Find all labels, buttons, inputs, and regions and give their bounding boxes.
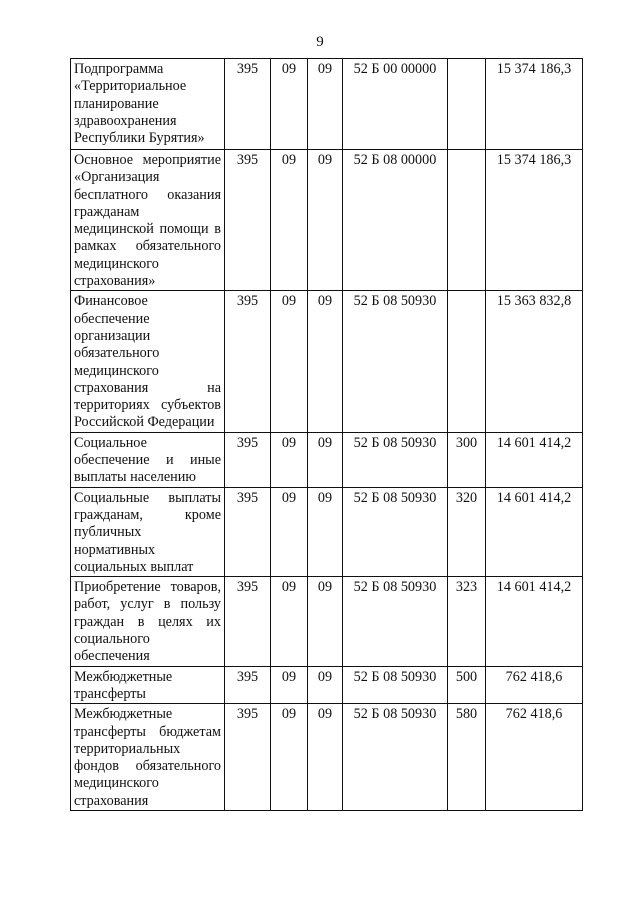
amount-cell: 14 601 414,2	[486, 487, 583, 576]
row-name-cell: Приобретение товаров, работ, услуг в пользу граждан в целях их социального обеспечения	[71, 577, 225, 666]
expense-type-cell: 580	[448, 704, 486, 811]
row-name-cell: Финансовое обеспечение организации обязательного медицинского страхования на территориях субъектов Российской Федерации	[71, 291, 225, 432]
expense-type-cell: 500	[448, 666, 486, 704]
section-code-cell: 09	[271, 291, 308, 432]
ministry-code-cell: 395	[225, 577, 271, 666]
subsection-code-cell: 09	[308, 432, 343, 487]
row-name-cell: Социальные выплаты гражданам, кроме публичных нормативных социальных выплат	[71, 487, 225, 576]
target-article-cell: 52 Б 08 50930	[343, 577, 448, 666]
amount-cell: 15 374 186,3	[486, 150, 583, 291]
subsection-code-cell: 09	[308, 291, 343, 432]
expense-type-cell	[448, 59, 486, 150]
expense-type-cell: 300	[448, 432, 486, 487]
table-row	[71, 577, 583, 666]
expense-type-cell: 320	[448, 487, 486, 576]
expense-type-cell	[448, 291, 486, 432]
subsection-code-cell: 09	[308, 487, 343, 576]
table-row	[71, 432, 583, 487]
row-name-cell: Межбюджетные трансферты бюджетам территориальных фондов обязательного медицинского страхования	[71, 704, 225, 811]
target-article-cell: 52 Б 08 50930	[343, 704, 448, 811]
ministry-code-cell: 395	[225, 704, 271, 811]
target-article-cell: 52 Б 08 50930	[343, 487, 448, 576]
section-code-cell: 09	[271, 704, 308, 811]
subsection-code-cell: 09	[308, 577, 343, 666]
budget-table	[70, 58, 583, 811]
page-number: 9	[316, 34, 324, 50]
section-code-cell: 09	[271, 59, 308, 150]
subsection-code-cell: 09	[308, 704, 343, 811]
table-row	[71, 704, 583, 811]
expense-type-cell	[448, 150, 486, 291]
ministry-code-cell: 395	[225, 150, 271, 291]
amount-cell: 15 374 186,3	[486, 59, 583, 150]
ministry-code-cell: 395	[225, 291, 271, 432]
target-article-cell: 52 Б 08 50930	[343, 666, 448, 704]
amount-cell: 14 601 414,2	[486, 432, 583, 487]
table-row	[71, 291, 583, 432]
table-row	[71, 59, 583, 150]
ministry-code-cell: 395	[225, 487, 271, 576]
row-name-cell: Подпрограмма «Территориальное планирование здравоохранения Республики Бурятия»	[71, 59, 225, 150]
subsection-code-cell: 09	[308, 150, 343, 291]
section-code-cell: 09	[271, 487, 308, 576]
amount-cell: 14 601 414,2	[486, 577, 583, 666]
expense-type-cell: 323	[448, 577, 486, 666]
target-article-cell: 52 Б 08 50930	[343, 432, 448, 487]
target-article-cell: 52 Б 00 00000	[343, 59, 448, 150]
ministry-code-cell: 395	[225, 59, 271, 150]
ministry-code-cell: 395	[225, 432, 271, 487]
target-article-cell: 52 Б 08 50930	[343, 291, 448, 432]
row-name-cell: Социальное обеспечение и иные выплаты населению	[71, 432, 225, 487]
amount-cell: 762 418,6	[486, 704, 583, 811]
section-code-cell: 09	[271, 666, 308, 704]
ministry-code-cell: 395	[225, 666, 271, 704]
table-row	[71, 666, 583, 704]
amount-cell: 762 418,6	[486, 666, 583, 704]
section-code-cell: 09	[271, 577, 308, 666]
subsection-code-cell: 09	[308, 666, 343, 704]
section-code-cell: 09	[271, 432, 308, 487]
table-row	[71, 150, 583, 291]
table-row	[71, 487, 583, 576]
row-name-cell: Основное мероприятие «Организация бесплатного оказания гражданам медицинской помощи в рамках обязательного медицинского страхования»	[71, 150, 225, 291]
target-article-cell: 52 Б 08 00000	[343, 150, 448, 291]
amount-cell: 15 363 832,8	[486, 291, 583, 432]
section-code-cell: 09	[271, 150, 308, 291]
subsection-code-cell: 09	[308, 59, 343, 150]
row-name-cell: Межбюджетные трансферты	[71, 666, 225, 704]
